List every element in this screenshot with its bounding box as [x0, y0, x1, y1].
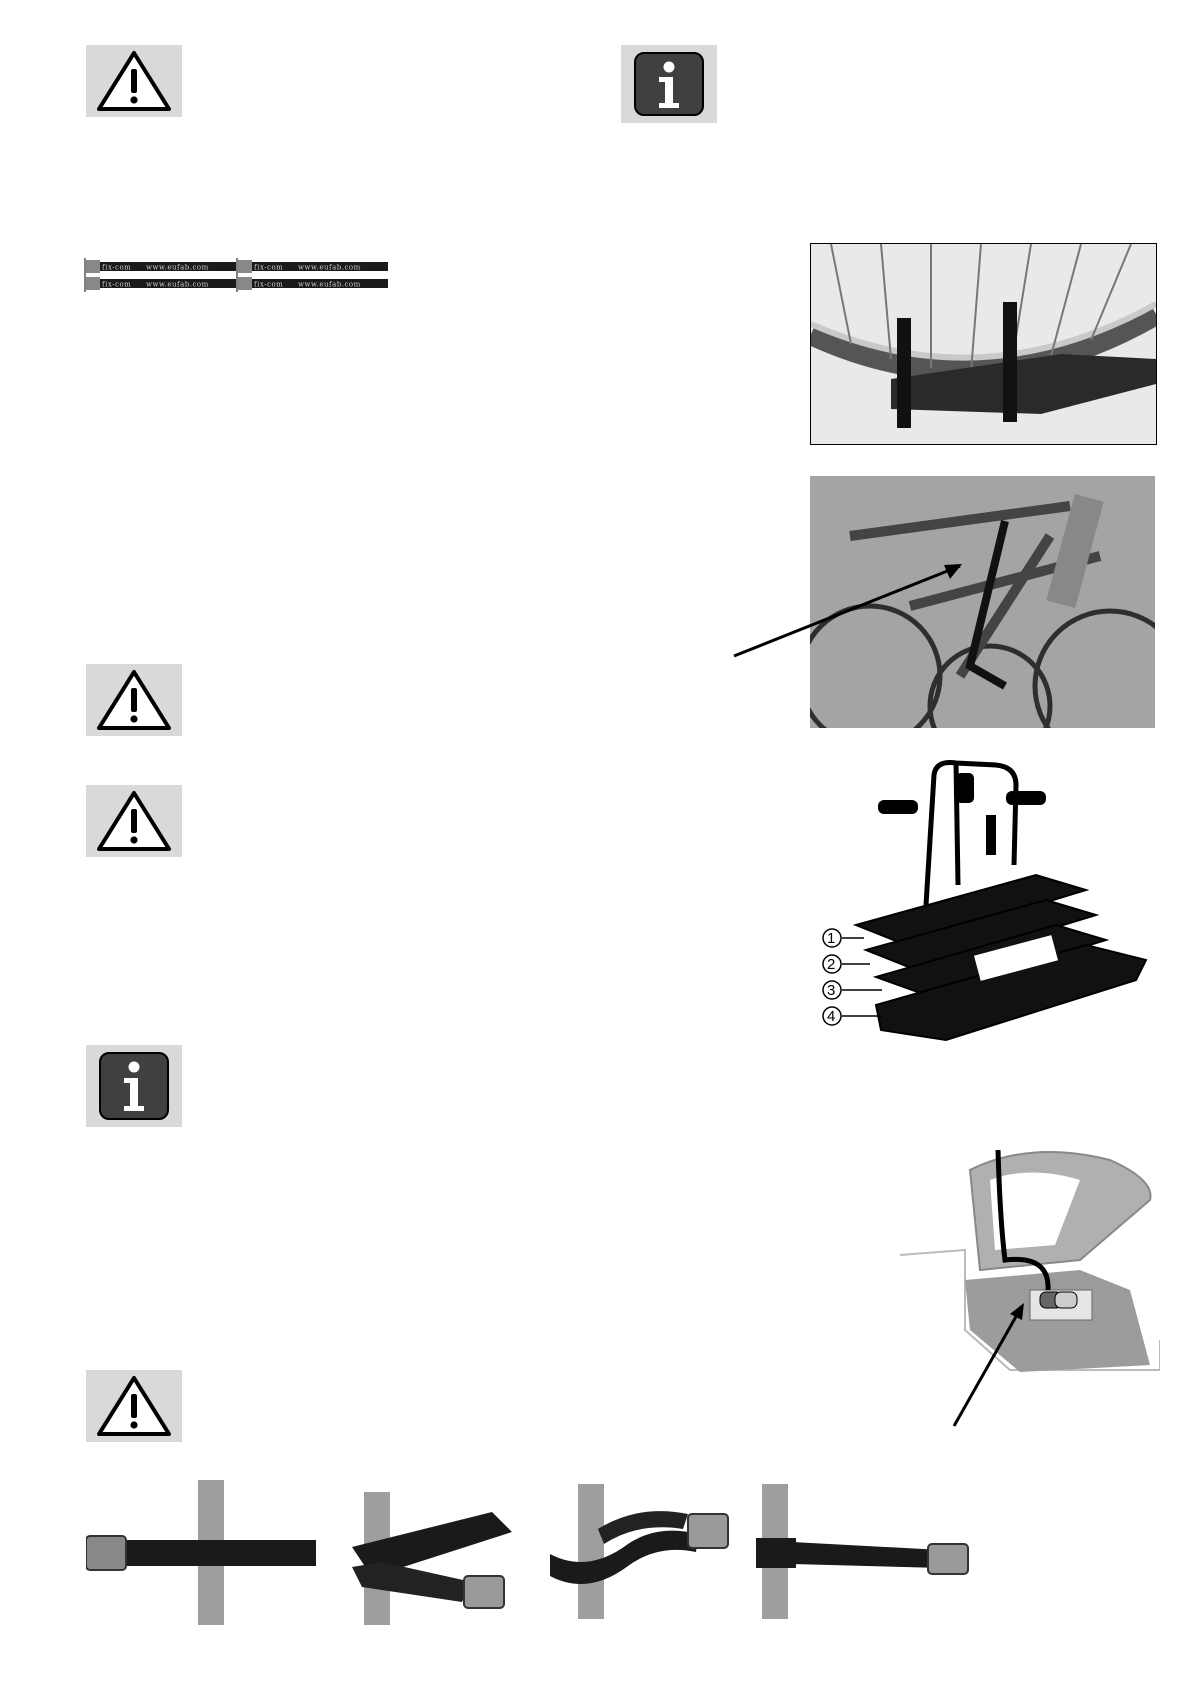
- strap-url-text: www.eufab.com: [298, 280, 361, 289]
- warning-icon-3: [86, 785, 182, 857]
- strap-url-text: www.eufab.com: [298, 263, 361, 272]
- strap-step-2: [352, 1492, 514, 1625]
- strap-step-3: [548, 1484, 734, 1619]
- strap-step-1: [86, 1480, 318, 1625]
- warning-triangle-icon: [86, 1370, 182, 1442]
- arrow-pointer: [730, 560, 970, 660]
- bike-rack-diagram: [806, 755, 1156, 1045]
- strap: [238, 277, 388, 290]
- rack-label-3: 3: [827, 982, 836, 999]
- info-icon-top-right: [621, 45, 717, 123]
- strap-brand-text: fix-com: [254, 263, 284, 272]
- strap: [86, 277, 236, 290]
- straps-image: [84, 258, 390, 292]
- strap-brand-text: fix-com: [254, 280, 284, 289]
- rack-label-2: 2: [827, 956, 836, 973]
- strap-url-text: www.eufab.com: [146, 263, 209, 272]
- strap-brand-text: fix-com: [102, 263, 132, 272]
- strap-url-text: www.eufab.com: [146, 280, 209, 289]
- strap-step-4: [752, 1484, 972, 1619]
- info-icon: [621, 45, 717, 123]
- warning-icon-top-left: [86, 45, 182, 117]
- info-icon: [86, 1045, 182, 1127]
- info-icon-2: [86, 1045, 182, 1127]
- wheel-strap-photo: [810, 243, 1157, 445]
- strap: [238, 260, 388, 273]
- rack-label-1: 1: [827, 930, 836, 947]
- strap-brand-text: fix-com: [102, 280, 132, 289]
- warning-triangle-icon: [86, 45, 182, 117]
- strap: [86, 260, 236, 273]
- warning-triangle-icon: [86, 664, 182, 736]
- warning-icon-2: [86, 664, 182, 736]
- warning-triangle-icon: [86, 785, 182, 857]
- rack-label-4: 4: [827, 1008, 836, 1025]
- warning-icon-4: [86, 1370, 182, 1442]
- arrow-pointer: [950, 1300, 1030, 1430]
